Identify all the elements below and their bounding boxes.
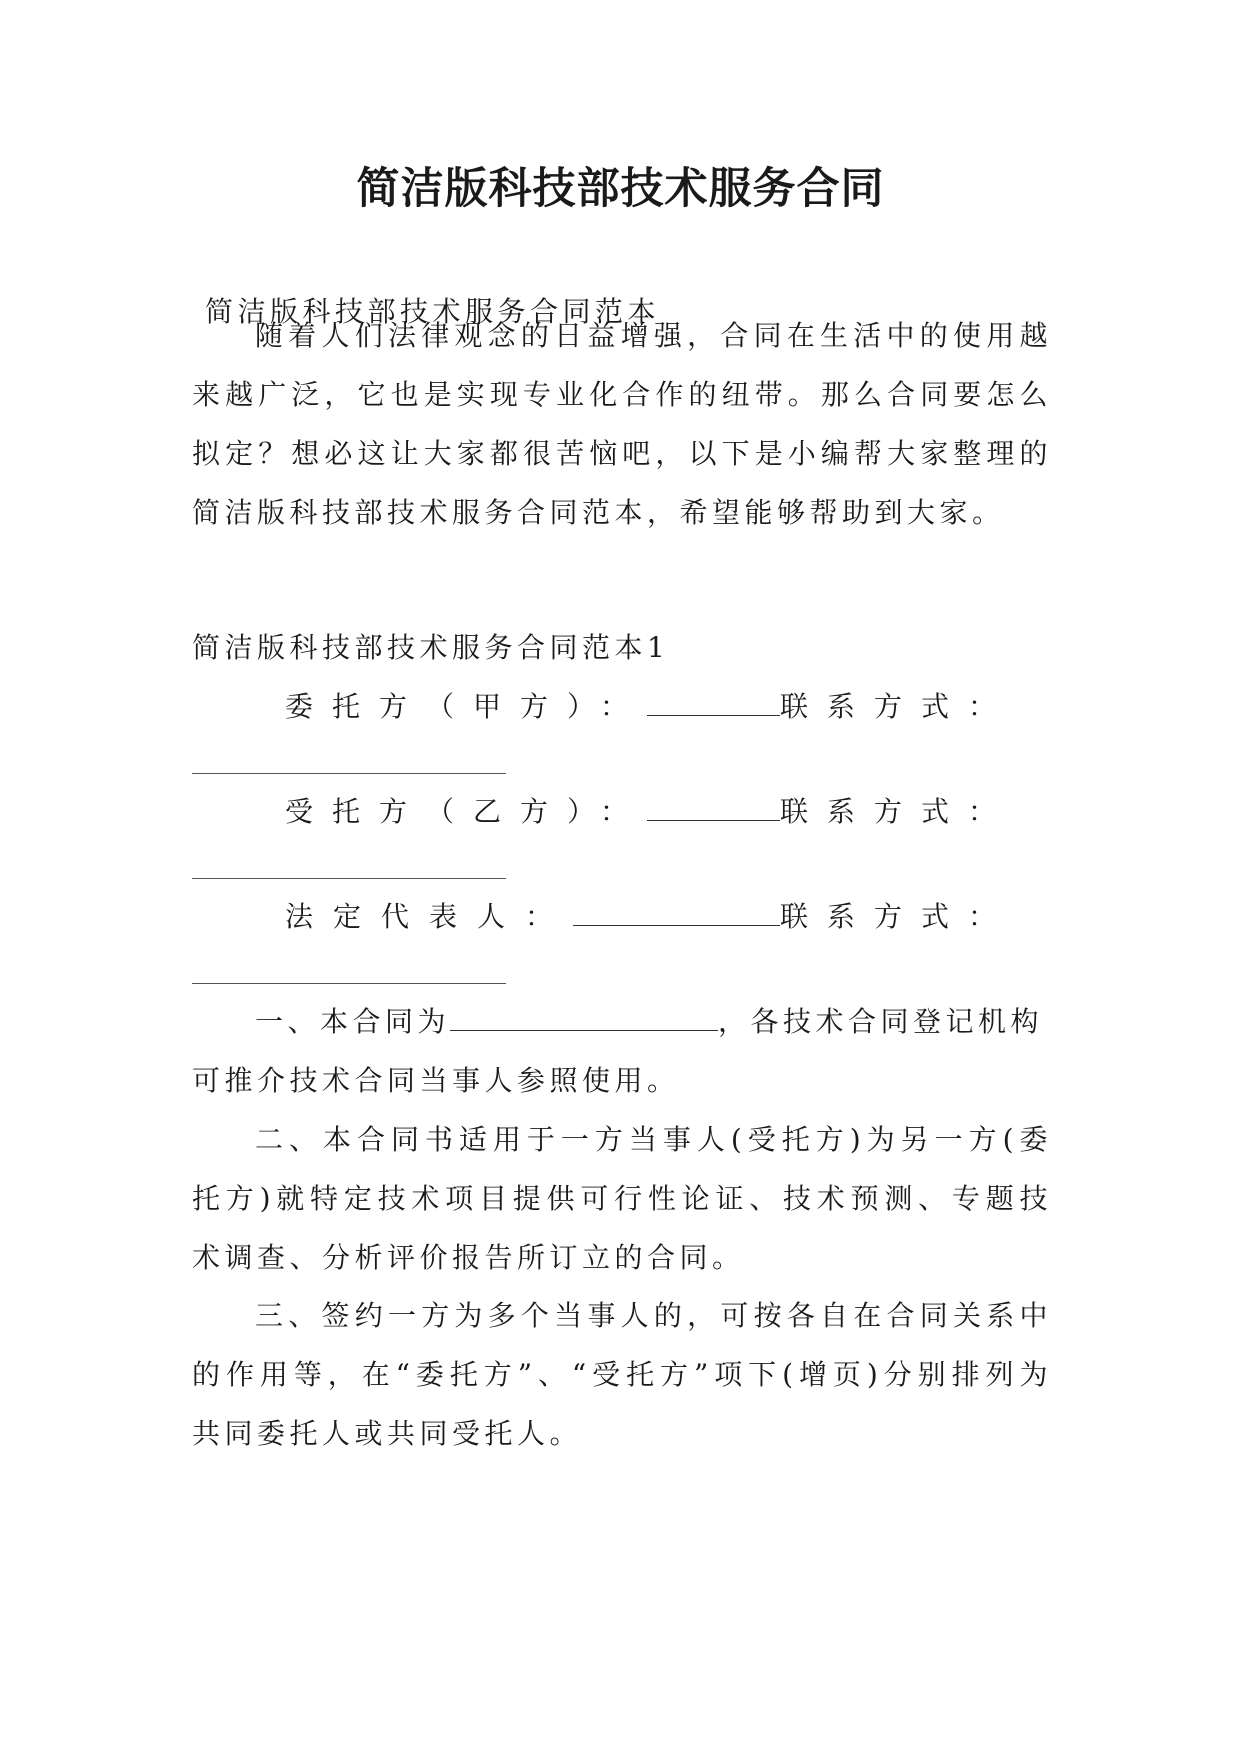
intro-line-3: 拟定？想必这让大家都很苦恼吧，以下是小编帮大家整理的 (192, 437, 1052, 470)
party-client-row (285, 685, 1015, 725)
clause-1-suffix: ，各技术合同登记机构 (718, 1005, 1044, 1038)
party-contractor-row (285, 790, 1015, 830)
clause-1 (192, 992, 1052, 1110)
intro-line-4: 简洁版科技部技术服务合同范本，希望能够帮助到大家。 (192, 496, 1005, 529)
clause-1-prefix: 一、本合同为 (255, 1005, 451, 1038)
legal-rep-contact-blank[interactable] (192, 983, 506, 984)
clause-3-line-1: 三、签约一方为多个当事人的，可按各自在合同关系中 (255, 1299, 1052, 1332)
clause-3-line-2: 的作用等，在“委托方”、“受托方”项下(增页)分别排列为 (192, 1358, 1052, 1391)
document-title: 简洁版科技部技术服务合同 (356, 164, 885, 214)
legal-rep-label: 法定代表人： (285, 900, 574, 933)
clause-2 (192, 1110, 1052, 1287)
clause-3-line-3: 共同委托人或共同受托人。 (192, 1417, 583, 1450)
party-contractor-contact-label: 联系方式： (779, 795, 1015, 828)
intro-paragraph (192, 306, 1052, 542)
legal-rep-row (285, 895, 1015, 935)
contract-type-blank[interactable] (450, 1008, 718, 1031)
sample-heading: 简洁版科技部技术服务合同范本1 (192, 631, 670, 664)
intro-line-1: 随着人们法律观念的日益增强，合同在生活中的使用越 (255, 319, 1052, 352)
party-client-contact-label: 联系方式： (779, 690, 1015, 723)
clause-2-line-1: 二、本合同书适用于一方当事人(受托方)为另一方(委 (255, 1123, 1052, 1156)
clause-1-line-2: 可推介技术合同当事人参照使用。 (192, 1064, 680, 1097)
clause-3 (192, 1286, 1052, 1463)
clause-1-line-1 (192, 992, 1052, 1051)
legal-rep-contact-label: 联系方式： (779, 900, 1015, 933)
clause-2-line-3: 术调查、分析评价报告所订立的合同。 (192, 1241, 745, 1274)
party-contractor-label: 受托方（乙方）： (285, 795, 648, 828)
party-client-contact-blank[interactable] (192, 773, 506, 774)
clause-2-line-2: 托方)就特定技术项目提供可行性论证、技术预测、专题技 (192, 1182, 1052, 1215)
intro-line-2: 来越广泛，它也是实现专业化合作的纽带。那么合同要怎么 (192, 378, 1052, 411)
party-contractor-blank[interactable] (647, 798, 780, 821)
party-client-blank[interactable] (647, 693, 780, 716)
document-subtitle: 简洁版科技部技术服务合同范本 (205, 295, 661, 328)
legal-rep-blank[interactable] (573, 903, 780, 926)
party-contractor-contact-blank[interactable] (192, 878, 506, 879)
party-client-label: 委托方（甲方）： (285, 690, 648, 723)
